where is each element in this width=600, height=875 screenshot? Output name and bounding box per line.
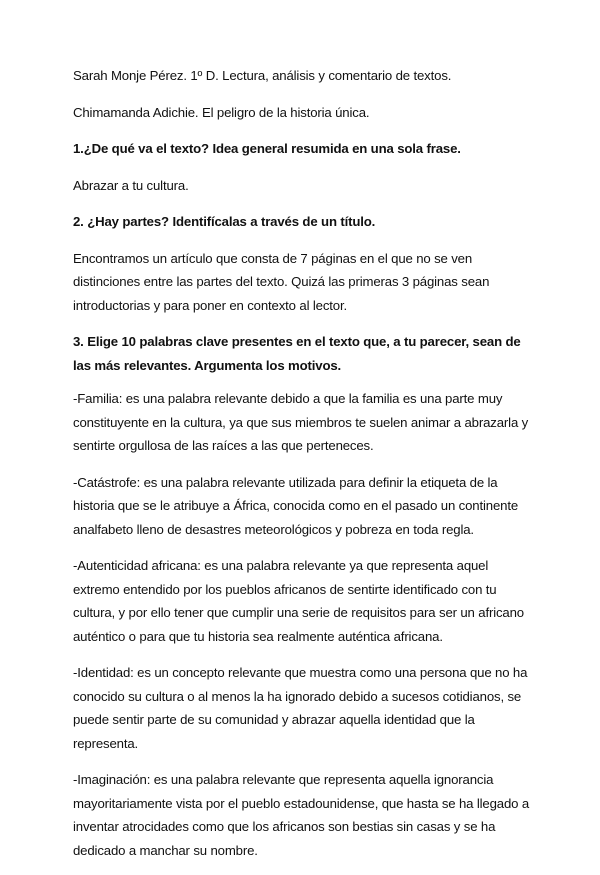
answer-1: Abrazar a tu cultura. [73,177,189,193]
question-2: 2. ¿Hay partes? Identifícalas a través de un título. [73,214,376,229]
answer-2: Encontramos un artículo que consta de 7 páginas en el que no se ven distinciones entre las partes del texto. Quizá las primeras 3 páginas sean introductorias y para poner en contexto al lector. [73,250,490,313]
question-1: 1.¿De qué va el texto? Idea general resumida en una sola frase. [73,141,461,156]
keyword-identidad: -Identidad: es un concepto relevante que muestra como una persona que no ha conocido su cultura o al menos la ha ignorado debido a sucesos cotidianos, se puede sentir parte de su comunidad y abrazar aquella identidad que la representa. [73,665,528,751]
keyword-familia: -Familia: es una palabra relevante debido a que la familia es una parte muy constituyente en la cultura, ya que sus miembros te suelen animar a abrazarla y sentirte orgullosa de las raíces a las que perteneces. [73,391,529,453]
keyword-autenticidad: -Autenticidad africana: es una palabra relevante ya que representa aquel extremo entendido por los pueblos africanos de sentirte identificado con tu cultura, y por ello tener que cumplir una serie de requisitos para ser un africano auténtico o para que tu historia sea realmente auténtica africana. [73,558,524,644]
question-3: 3. Elige 10 palabras clave presentes en el texto que, a tu parecer, sean de las más relevantes. Argumenta los motivos. [73,334,521,373]
document-page [73,64,533,875]
keyword-imaginacion: -Imaginación: es una palabra relevante que representa aquella ignorancia mayoritariamente vista por el pueblo estadounidense, que hasta se ha llegado a inventar atrocidades como que los africanos son bestias sin casas y se ha dedicado a manchar su nombre. [73,772,530,858]
source-line: Chimamanda Adichie. El peligro de la historia única. [73,104,370,120]
keyword-catastrofe: -Catástrofe: es una palabra relevante utilizada para definir la etiqueta de la historia que se le atribuye a África, conocida como en el pasado un continente analfabeto lleno de desastres meteorológicos y pobreza en toda regla. [73,474,519,537]
header-line: Sarah Monje Pérez. 1º D. Lectura, análisis y comentario de textos. [73,68,452,83]
